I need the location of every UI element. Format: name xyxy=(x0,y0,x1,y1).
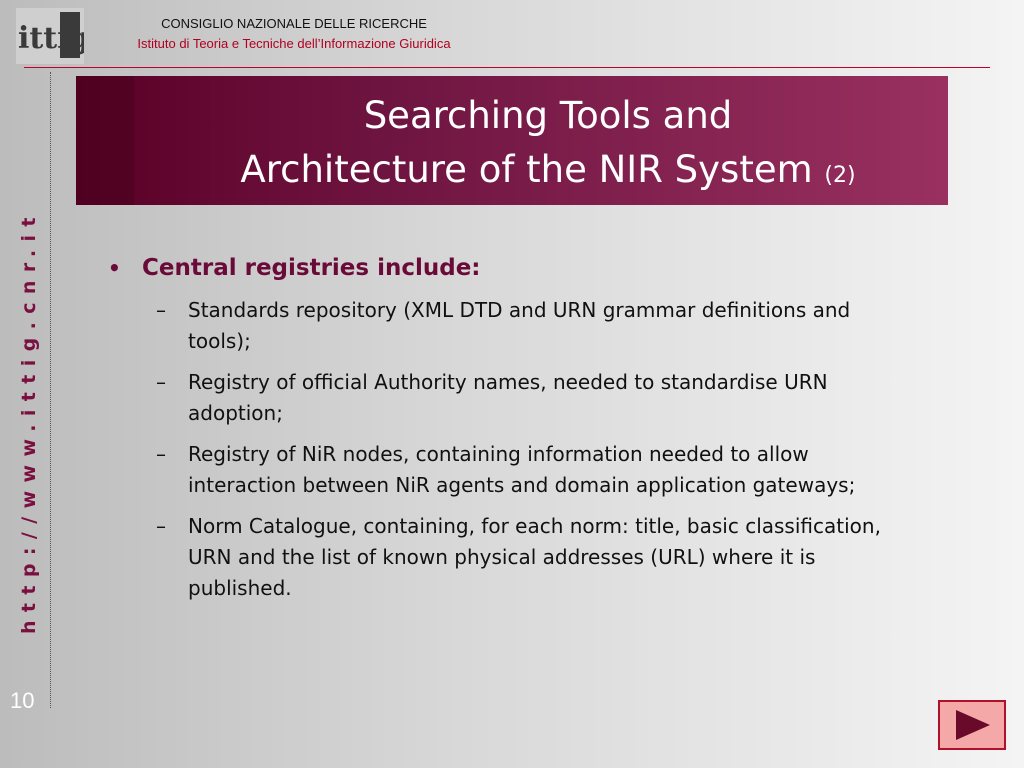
list-item-text: Norm Catalogue, containing, for each norm: title, basic classification, URN and the list of known physical addresses (URL) where it is published. xyxy=(188,514,881,600)
sidebar-url: http://www.ittig.cnr.it xyxy=(18,209,40,634)
bullet-text: Central registries include: xyxy=(142,255,481,281)
dash-marker: – xyxy=(156,298,166,322)
list-item xyxy=(108,295,928,357)
list-item xyxy=(108,367,928,429)
sidebar-divider xyxy=(50,72,51,708)
slide-title-line-1: Searching Tools and xyxy=(363,94,733,137)
dash-marker: – xyxy=(156,514,166,538)
header-divider xyxy=(24,67,990,68)
list-item-text: Standards repository (XML DTD and URN grammar definitions and tools); xyxy=(188,298,851,353)
list-item xyxy=(108,511,928,604)
slide-title-main: Architecture of the NIR System xyxy=(240,148,813,191)
bullet-item xyxy=(108,255,928,281)
slide-content xyxy=(108,255,928,614)
dash-marker: – xyxy=(156,370,166,394)
organization-name: CONSIGLIO NAZIONALE DELLE RICERCHE xyxy=(161,16,427,31)
bullet-dot: • xyxy=(108,256,121,280)
next-slide-button[interactable] xyxy=(938,700,1006,750)
institute-name: Istituto di Teoria e Tecniche dell’Informazione Giuridica xyxy=(137,36,451,51)
list-item xyxy=(108,439,928,501)
slide-title-line-2 xyxy=(112,148,984,198)
sub-bullet-list xyxy=(108,295,928,604)
slide-title-suffix: (2) xyxy=(824,163,856,188)
slide-title-banner xyxy=(76,76,948,205)
logo-text: ittig xyxy=(18,21,84,56)
play-triangle-icon xyxy=(952,708,992,742)
dash-marker: – xyxy=(156,442,166,466)
slide-number: 10 xyxy=(10,688,35,713)
list-item-text: Registry of NiR nodes, containing information needed to allow interaction between NiR agents and domain application gateways; xyxy=(188,442,856,497)
list-item-text: Registry of official Authority names, needed to standardise URN adoption; xyxy=(188,370,828,425)
